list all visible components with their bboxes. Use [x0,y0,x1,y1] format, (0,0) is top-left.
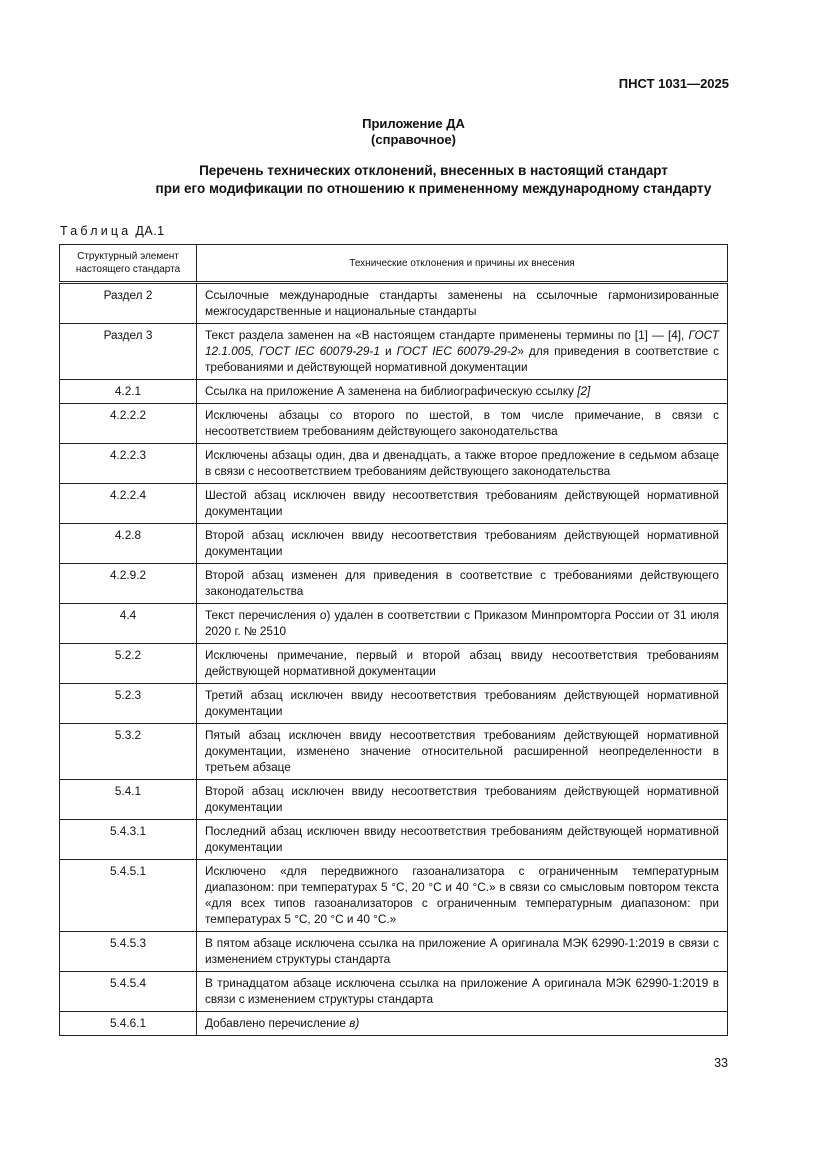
italic-reference: ГОСТ IEC 60079-29-2 [396,344,518,358]
italic-reference: [2] [577,384,591,398]
deviation-cell [197,484,728,524]
deviation-text: Второй абзац исключен ввиду несоответствия требованиям действующей нормативной документации [205,528,719,558]
structural-element-cell: Раздел 3 [60,324,197,380]
table-row [60,283,728,324]
table-row [60,972,728,1012]
table-row [60,324,728,380]
deviations-table [59,244,728,1036]
table-body [60,283,728,1036]
deviation-text: Пятый абзац исключен ввиду несоответствия требованиям действующей нормативной документации, изменено значение относительной расширенной неопределенности в третьем абзаце [205,728,719,774]
deviation-cell [197,724,728,780]
deviation-text: Последний абзац исключен ввиду несоответствия требованиям действующей нормативной документации [205,824,719,854]
structural-element-cell: 4.4 [60,604,197,644]
deviation-cell [197,684,728,724]
structural-element-cell: 5.2.2 [60,644,197,684]
deviation-cell [197,324,728,380]
structural-element-cell: 4.2.2.2 [60,404,197,444]
deviation-text: Текст раздела заменен на «В настоящем стандарте применены термины по [1] — [4], [205,328,689,342]
structural-element-cell: 5.3.2 [60,724,197,780]
deviation-cell [197,860,728,932]
table-caption-word: Таблица [60,224,132,238]
deviation-text: Ссылочные международные стандарты заменены на ссылочные гармонизированные межгосударственные и национальные стандарты [205,288,719,318]
deviation-text: Исключены примечание, первый и второй абзац ввиду несоответствия требованиям действующей нормативной документации [205,648,719,678]
table-row [60,780,728,820]
deviation-cell [197,820,728,860]
column-header-element: Структурный элемент настоящего стандарта [60,245,197,283]
table-row [60,724,728,780]
appendix-title: Приложение ДА [362,116,465,131]
table-header-row [60,245,728,283]
appendix-heading [0,116,827,148]
deviation-text: Шестой абзац исключен ввиду несоответствия требованиям действующей нормативной документации [205,488,719,518]
structural-element-cell: Раздел 2 [60,283,197,324]
structural-element-cell: 4.2.9.2 [60,564,197,604]
structural-element-cell: 5.4.3.1 [60,820,197,860]
structural-element-cell: 5.4.5.1 [60,860,197,932]
structural-element-cell: 4.2.8 [60,524,197,564]
italic-reference: ГОСТ 12.1.005, ГОСТ IEC 60079-29-1 [205,328,719,358]
structural-element-cell: 5.2.3 [60,684,197,724]
page-number: 33 [714,1056,728,1070]
structural-element-cell: 5.4.5.3 [60,932,197,972]
table-row [60,860,728,932]
deviation-text: В пятом абзаце исключена ссылка на приложение А оригинала МЭК 62990-1:2019 в связи с изменением структуры стандарта [205,936,719,966]
structural-element-cell: 4.2.2.4 [60,484,197,524]
deviation-text: Добавлено перечисление [205,1016,350,1030]
section-title-line-1: Перечень технических отклонений, внесенных в настоящий стандарт [199,163,668,178]
table-row [60,820,728,860]
deviation-cell [197,932,728,972]
table-row [60,932,728,972]
table-caption-number: ДА.1 [135,224,165,238]
deviation-cell [197,444,728,484]
deviation-text: Второй абзац изменен для приведения в соответствие с требованиями действующего законодательства [205,568,719,598]
deviation-text: Второй абзац исключен ввиду несоответствия требованиям действующей нормативной документации [205,784,719,814]
deviation-cell [197,780,728,820]
deviation-cell [197,972,728,1012]
deviation-text: В тринадцатом абзаце исключена ссылка на приложение А оригинала МЭК 62990-1:2019 в связи с изменением структуры стандарта [205,976,719,1006]
deviation-cell [197,564,728,604]
section-title [40,162,827,198]
table-row [60,524,728,564]
deviation-cell [197,604,728,644]
table-row [60,1012,728,1036]
deviation-text: и [379,344,397,358]
table-row [60,404,728,444]
deviation-cell [197,283,728,324]
italic-reference: в) [349,1016,360,1030]
deviation-cell [197,524,728,564]
document-code: ПНСТ 1031—2025 [618,76,729,91]
table-row [60,444,728,484]
deviation-text: Исключено «для передвижного газоанализатора с ограниченным температурным диапазоном: при температурах 5 °С, 20 °С и 40 °С.» в связи со смысловым повтором текста «для всех типов газоанализаторов с ограниченным температурным диапазоном: при температурах 5 °С, 20 °С и 40 °С.» [205,864,719,926]
deviation-cell [197,644,728,684]
deviation-cell [197,1012,728,1036]
table-row [60,564,728,604]
structural-element-cell: 5.4.1 [60,780,197,820]
table-row [60,380,728,404]
deviation-cell [197,380,728,404]
structural-element-cell: 5.4.5.4 [60,972,197,1012]
section-title-line-2: при его модификации по отношению к примененному международному стандарту [155,181,712,196]
table-row [60,604,728,644]
deviation-text: » для приведения в соответствие с требованиями и действующей нормативной документации [205,344,719,374]
table-caption [60,224,165,238]
structural-element-cell: 4.2.2.3 [60,444,197,484]
deviation-text: Исключены абзацы со второго по шестой, в том числе примечание, в связи с несоответствием требованиям действующего законодательства [205,408,719,438]
table-row [60,484,728,524]
appendix-kind: (справочное) [371,132,456,147]
deviation-text: Исключены абзацы один, два и двенадцать, а также второе предложение в седьмом абзаце в связи с несоответствием требованиям действующего законодательства [205,448,719,478]
deviation-text: Третий абзац исключен ввиду несоответствия требованиям действующей нормативной документации [205,688,719,718]
deviation-text: Текст перечисления о) удален в соответствии с Приказом Минпромторга России от 31 июля 2020 г. № 2510 [205,608,719,638]
table-row [60,684,728,724]
structural-element-cell: 5.4.6.1 [60,1012,197,1036]
table-row [60,644,728,684]
column-header-deviations: Технические отклонения и причины их внесения [197,245,728,283]
structural-element-cell: 4.2.1 [60,380,197,404]
deviation-cell [197,404,728,444]
deviation-text: Ссылка на приложение А заменена на библиографическую ссылку [205,384,578,398]
